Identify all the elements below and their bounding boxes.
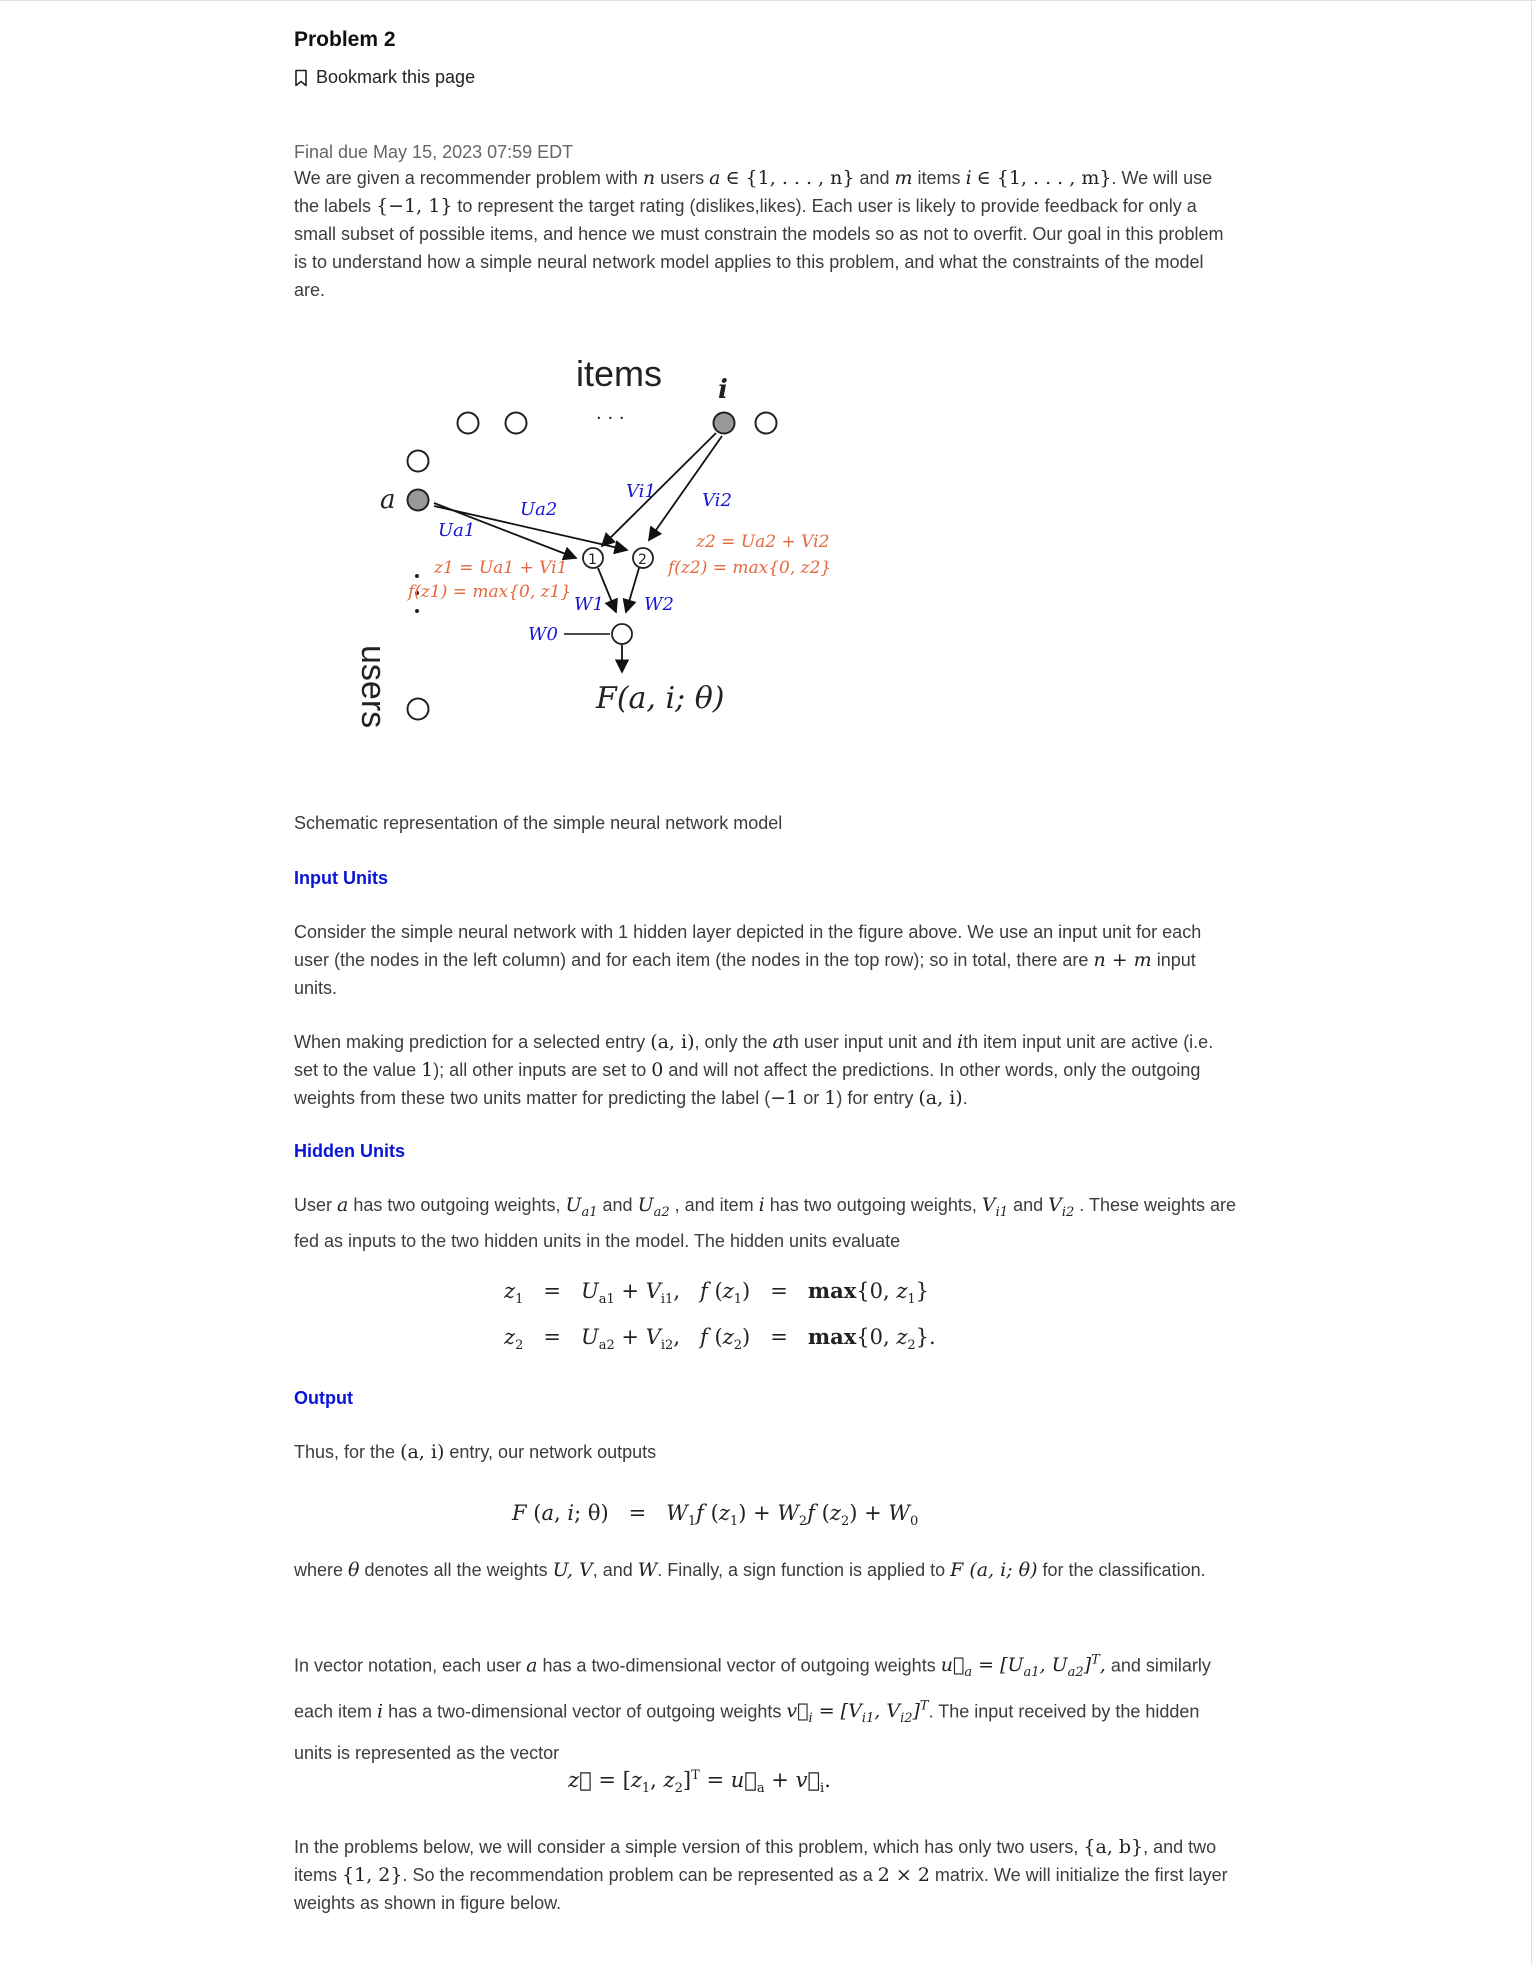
input-paragraph-1 bbox=[294, 918, 1238, 1002]
edge-2-to-out bbox=[626, 568, 639, 612]
math-m: m bbox=[894, 167, 913, 189]
hidden-text-f: and bbox=[1008, 1195, 1049, 1215]
edge-i-to-1 bbox=[602, 433, 716, 546]
hidden-node-1-label: 1 bbox=[588, 552, 597, 568]
hidden-text-a: User bbox=[294, 1195, 338, 1215]
vector-text-4: has a two-dimensional vector of outgoing weights bbox=[383, 1701, 787, 1722]
item-node bbox=[506, 413, 527, 434]
input-text-1b: input units. bbox=[294, 950, 1196, 998]
f1-equation: f(z1) = max{0, z1} bbox=[408, 582, 572, 602]
math-ua1: $U_{a1}$ bbox=[565, 1194, 598, 1220]
final-text-3: . So the recommendation problem can be represented as a bbox=[402, 1865, 878, 1885]
math-entry: (a, i) bbox=[650, 1031, 695, 1053]
hidden-text-c: and bbox=[597, 1195, 638, 1215]
math-i: i bbox=[965, 167, 972, 189]
user-node-a bbox=[408, 490, 429, 511]
weight-w1: W1 bbox=[574, 594, 604, 615]
intro-text-6: to represent the target rating (dislikes,likes). Each user is likely to provide feedback for only a small subset of possible items, and hence we must constrain the models so as not to overfit. Our goal in this problem is to understand how a simple neural network model applies to this problem, and what the constraints of the model are. bbox=[294, 196, 1224, 300]
math-i: i bbox=[758, 1194, 765, 1216]
math-n: n bbox=[642, 167, 656, 189]
output-text-e: , and bbox=[592, 1560, 638, 1580]
input-paragraph-2 bbox=[294, 1028, 1238, 1112]
z1-equation: z1 = Ua1 + Vi1 bbox=[434, 558, 568, 578]
weight-w2: W2 bbox=[644, 594, 674, 615]
math-i: i bbox=[377, 1700, 384, 1723]
math-vi2: $V_{i2}$ bbox=[1048, 1194, 1075, 1220]
math-w: W bbox=[637, 1559, 658, 1581]
math-a: a bbox=[772, 1031, 784, 1053]
math-minus-one: −1 bbox=[770, 1087, 799, 1109]
output-text-c: where bbox=[294, 1560, 349, 1580]
intro-text-1: We are given a recommender problem with bbox=[294, 168, 643, 188]
section-output: Output bbox=[294, 1388, 353, 1408]
math-labels: {−1, 1} bbox=[376, 195, 453, 217]
input-text-2b: , only the bbox=[694, 1032, 773, 1052]
final-text-2: , and two items bbox=[294, 1837, 1217, 1885]
final-text-4: matrix. We will initialize the first layer weights as shown in figure below. bbox=[294, 1865, 1228, 1913]
math-a: a bbox=[526, 1654, 538, 1677]
hidden-text-e: has two outgoing weights, bbox=[764, 1195, 982, 1215]
vector-equation: z⃗ = [$z_1$, $z_2]^T$ = $u⃗_a$ + $v⃗_i$. bbox=[568, 1768, 831, 1797]
input-text-2c: th user input unit and bbox=[783, 1032, 957, 1052]
vector-text-3: and similarly each item bbox=[294, 1655, 1211, 1722]
math-entry: (a, i) bbox=[918, 1087, 963, 1109]
output-label: F(a, i; θ) bbox=[596, 681, 725, 716]
weight-w0: W0 bbox=[528, 624, 558, 645]
vector-text-2: has a two-dimensional vector of outgoing weights bbox=[537, 1655, 941, 1676]
section-input-units: Input Units bbox=[294, 868, 388, 888]
math-f-theta: F (a, i; θ) bbox=[950, 1559, 1038, 1581]
user-node bbox=[408, 451, 429, 472]
hidden-paragraph bbox=[294, 1191, 1238, 1255]
vector-paragraph bbox=[294, 1644, 1238, 1770]
right-border bbox=[1531, 0, 1532, 1966]
users-label: users bbox=[354, 645, 392, 729]
math-one: 1 bbox=[421, 1059, 434, 1081]
intro-text-4: items bbox=[912, 168, 966, 188]
output-paragraph-1 bbox=[294, 1438, 1238, 1466]
intro-text-2: users bbox=[655, 168, 710, 188]
output-equation: F (a, i; $\theta) = W_1f$ $(z_1) + W_2f$ $(z_2) + W_0$ bbox=[512, 1501, 919, 1530]
hidden-text-g: . These weights are fed as inputs to the two hidden units in the model. The hidden units evaluate bbox=[294, 1195, 1237, 1251]
weight-vi2: Vi2 bbox=[702, 490, 732, 511]
hidden-equation-2: $z_2 = U_{a2} + V_{i2}$, f $(z_2) = \max\{0$, $z_2$}. bbox=[504, 1324, 936, 1354]
section-hidden-units: Hidden Units bbox=[294, 1141, 405, 1161]
input-text-2d: th item input unit are active (i.e. set to the value bbox=[294, 1032, 1214, 1080]
math-v-vector: $v⃗_i = [V_{i1}$, $V_{i2}]^T$ bbox=[786, 1699, 929, 1727]
input-text-2i: . bbox=[962, 1088, 968, 1108]
dots-top: · · · bbox=[596, 408, 625, 429]
input-text-2h: ) for entry bbox=[836, 1088, 919, 1108]
top-border bbox=[0, 0, 1536, 1]
input-text-2e: ); all other inputs are set to bbox=[433, 1060, 652, 1080]
due-date: Final due May 15, 2023 07:59 EDT bbox=[294, 142, 574, 162]
user-a-label: a bbox=[380, 485, 396, 515]
item-node bbox=[756, 413, 777, 434]
input-text-2g: or bbox=[798, 1088, 825, 1108]
math-items-set: {1, 2} bbox=[342, 1864, 403, 1886]
vector-text-1: In vector notation, each user bbox=[294, 1655, 527, 1676]
math-theta: θ bbox=[348, 1559, 360, 1581]
math-ua2: $U_{a2}$ bbox=[637, 1194, 670, 1220]
figure-caption: Schematic representation of the simple neural network model bbox=[294, 813, 783, 833]
weight-ua1: Ua1 bbox=[438, 520, 476, 541]
final-paragraph bbox=[294, 1833, 1238, 1917]
math-a: a bbox=[337, 1194, 349, 1216]
problem-title: Problem 2 bbox=[294, 28, 396, 51]
user-dot bbox=[415, 574, 419, 578]
output-text-d: denotes all the weights bbox=[359, 1560, 553, 1580]
output-text-f: . Finally, a sign function is applied to bbox=[657, 1560, 951, 1580]
intro-text-3: and bbox=[854, 168, 895, 188]
item-node bbox=[458, 413, 479, 434]
f2-equation: f(z2) = max{0, z2} bbox=[668, 558, 832, 578]
vector-text-5: . The input received by the hidden units is represented as the vector bbox=[294, 1701, 1200, 1764]
math-a: a bbox=[709, 167, 721, 189]
math-two-by-two: 2 × 2 bbox=[877, 1864, 930, 1886]
intro-text-5: . We will use the labels bbox=[294, 168, 1213, 216]
input-text-1a: Consider the simple neural network with 1 hidden layer depicted in the figure above. We use an input unit for each user (the nodes in the left column) and for each item (the nodes in the top row); so in total, there are bbox=[294, 922, 1202, 970]
output-node bbox=[612, 624, 632, 644]
item-node-i bbox=[714, 413, 735, 434]
network-diagram bbox=[334, 340, 854, 740]
weight-vi1: Vi1 bbox=[626, 481, 656, 502]
math-vi1: $V_{i1}$ bbox=[981, 1194, 1009, 1220]
output-text-g: for the classification. bbox=[1037, 1560, 1206, 1580]
math-i: i bbox=[957, 1031, 964, 1053]
item-i-label: i bbox=[718, 375, 728, 405]
z2-equation: z2 = Ua2 + Vi2 bbox=[696, 532, 830, 552]
intro-paragraph bbox=[294, 164, 1238, 304]
bookmark-label: Bookmark this page bbox=[316, 67, 476, 87]
output-text-b: entry, our network outputs bbox=[444, 1442, 657, 1462]
math-ab-set: {a, b} bbox=[1083, 1836, 1144, 1858]
input-text-2f: and will not affect the predictions. In other words, only the outgoing weights from these two units matter for predicting the label ( bbox=[294, 1060, 1201, 1108]
items-label: items bbox=[576, 353, 663, 394]
bookmark-button[interactable] bbox=[294, 67, 475, 88]
hidden-text-d: , and item bbox=[669, 1195, 759, 1215]
output-paragraph-2 bbox=[294, 1556, 1238, 1584]
math-u-v: U, V bbox=[552, 1559, 593, 1581]
math-i-set: ∈ {1, . . . , m} bbox=[976, 167, 1112, 189]
input-text-2a: When making prediction for a selected entry bbox=[294, 1032, 651, 1052]
math-n-plus-m: n + m bbox=[1093, 949, 1152, 971]
hidden-text-b: has two outgoing weights, bbox=[348, 1195, 566, 1215]
user-node bbox=[408, 699, 429, 720]
final-text-1: In the problems below, we will consider a simple version of this problem, which has only two users, bbox=[294, 1837, 1084, 1857]
bookmark-icon bbox=[294, 69, 308, 87]
user-dot bbox=[415, 609, 419, 613]
math-one: 1 bbox=[824, 1087, 837, 1109]
output-text-a: Thus, for the bbox=[294, 1442, 401, 1462]
hidden-equation-1: $z_1 = U_{a1} + V_{i1}$, f $(z_1) = \max\{0$, $z_1$} bbox=[504, 1278, 930, 1308]
math-u-vector: $u⃗_a = [U_{a1}$, $U_{a2}]^T$, bbox=[940, 1653, 1106, 1681]
hidden-node-2-label: 2 bbox=[638, 552, 647, 568]
weight-ua2: Ua2 bbox=[520, 499, 558, 520]
math-zero: 0 bbox=[651, 1059, 664, 1081]
math-a-set: ∈ {1, . . . , n} bbox=[725, 167, 855, 189]
math-entry: (a, i) bbox=[400, 1441, 445, 1463]
